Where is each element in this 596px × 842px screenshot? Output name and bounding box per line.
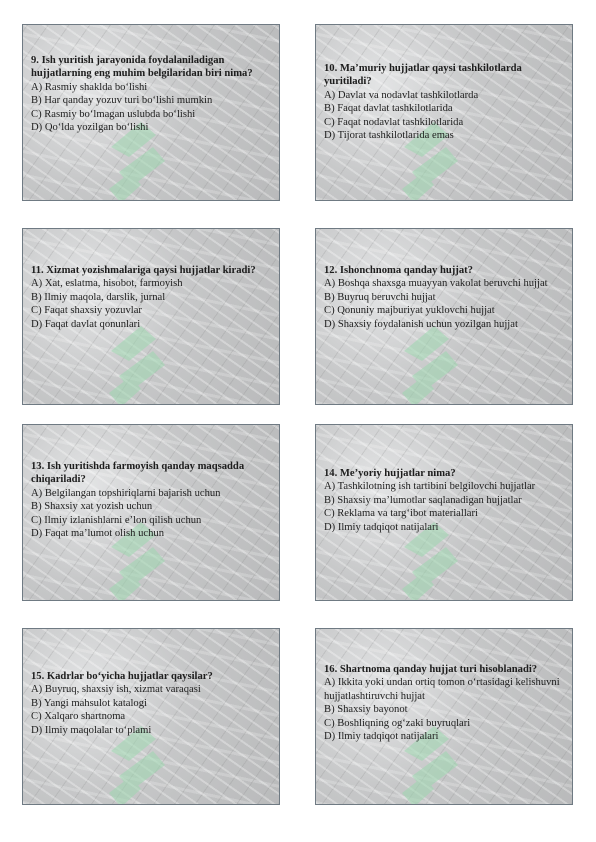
option-c: C) Ilmiy izlanishlarni e’lon qilish uchun bbox=[31, 514, 202, 526]
option-b: B) Buyruq beruvchi hujjat bbox=[324, 291, 436, 303]
question-text: 15. Kadrlar bo‘yicha hujjatlar qaysilar? bbox=[31, 671, 213, 682]
option-c: C) Xalqaro shartnoma bbox=[31, 711, 126, 723]
card-content bbox=[31, 670, 273, 737]
card-content bbox=[31, 460, 273, 540]
option-d: D) Faqat davlat qonunlari bbox=[31, 318, 141, 330]
card-content bbox=[31, 54, 273, 134]
question-card-10 bbox=[315, 24, 573, 201]
option-b: B) Ilmiy maqola, darslik, jurnal bbox=[31, 291, 166, 303]
question-text: 16. Shartnoma qanday hujjat turi hisoblanadi? bbox=[324, 664, 538, 675]
option-c: C) Qonuniy majburiyat yuklovchi hujjat bbox=[324, 305, 495, 317]
option-a: A) Rasmiy shaklda bo‘lishi bbox=[31, 81, 148, 93]
option-c: C) Faqat nodavlat tashkilotlarida bbox=[324, 116, 464, 128]
option-b: B) Har qanday yozuv turi bo‘lishi mumkin bbox=[31, 95, 213, 107]
card-content bbox=[324, 467, 566, 534]
option-c: C) Faqat shaxsiy yozuvlar bbox=[31, 305, 142, 317]
option-d: D) Qo‘lda yozilgan bo‘lishi bbox=[31, 122, 149, 134]
question-card-12 bbox=[315, 228, 573, 405]
question-card-14 bbox=[315, 424, 573, 601]
question-card-15 bbox=[22, 628, 280, 805]
card-content bbox=[31, 264, 273, 331]
question-text: 12. Ishonchnoma qanday hujjat? bbox=[324, 265, 473, 276]
card-content bbox=[324, 62, 566, 142]
option-d: D) Shaxsiy foydalanish uchun yozilgan hujjat bbox=[324, 318, 518, 330]
option-b: B) Faqat davlat tashkilotlarida bbox=[324, 103, 453, 115]
option-b: B) Shaxsiy bayonot bbox=[324, 704, 408, 716]
question-text: 14. Me’yoriy hujjatlar nima? bbox=[324, 468, 456, 479]
question-text: 10. Ma’muriy hujjatlar qaysi tashkilotlarda yuritiladi? bbox=[324, 63, 522, 88]
question-card-11 bbox=[22, 228, 280, 405]
option-a: A) Buyruq, shaxsiy ish, xizmat varaqasi bbox=[31, 684, 201, 696]
option-c: C) Reklama va targ‘ibot materiallari bbox=[324, 508, 478, 520]
question-card-9 bbox=[22, 24, 280, 201]
option-b: B) Yangi mahsulot katalogi bbox=[31, 697, 147, 709]
option-a: A) Belgilangan topshiriqlarni bajarish uchun bbox=[31, 487, 221, 499]
watermark-logo-icon bbox=[101, 321, 171, 405]
option-b: B) Shaxsiy xat yozish uchun bbox=[31, 501, 153, 513]
option-a: A) Davlat va nodavlat tashkilotlarda bbox=[324, 89, 479, 101]
option-c: C) Boshliqning og‘zaki buyruqlari bbox=[324, 717, 471, 729]
question-text: 13. Ish yuritishda farmoyish qanday maqsadda chiqariladi? bbox=[31, 461, 245, 486]
option-d: D) Ilmiy tadqiqot natijalari bbox=[324, 521, 439, 533]
option-a: A) Tashkilotning ish tartibini belgilovchi hujjatlar bbox=[324, 481, 536, 493]
watermark-logo-icon bbox=[394, 321, 464, 405]
question-card-13 bbox=[22, 424, 280, 601]
option-d: D) Ilmiy maqolalar to‘plami bbox=[31, 724, 152, 736]
option-b: B) Shaxsiy ma’lumotlar saqlanadigan hujjatlar bbox=[324, 494, 522, 506]
option-a: A) Ikkita yoki undan ortiq tomon o‘rtasidagi kelishuvni hujjatlashtiruvchi hujjat bbox=[324, 677, 560, 702]
card-content bbox=[324, 264, 566, 331]
option-d: D) Faqat ma’lumot olish uchun bbox=[31, 528, 164, 540]
option-c: C) Rasmiy bo‘lmagan uslubda bo‘lishi bbox=[31, 108, 196, 120]
option-a: A) Xat, eslatma, hisobot, farmoyish bbox=[31, 278, 183, 290]
option-a: A) Boshqa shaxsga muayyan vakolat beruvchi hujjat bbox=[324, 278, 548, 290]
question-card-16 bbox=[315, 628, 573, 805]
option-d: D) Tijorat tashkilotlarida emas bbox=[324, 130, 454, 142]
question-text: 9. Ish yuritish jarayonida foydalaniladigan hujjatlarning eng muhim belgilaridan biri nima? bbox=[31, 55, 253, 80]
card-content bbox=[324, 663, 566, 743]
option-d: D) Ilmiy tadqiqot natijalari bbox=[324, 731, 439, 743]
question-text: 11. Xizmat yozishmalariga qaysi hujjatlar kiradi? bbox=[31, 265, 256, 276]
